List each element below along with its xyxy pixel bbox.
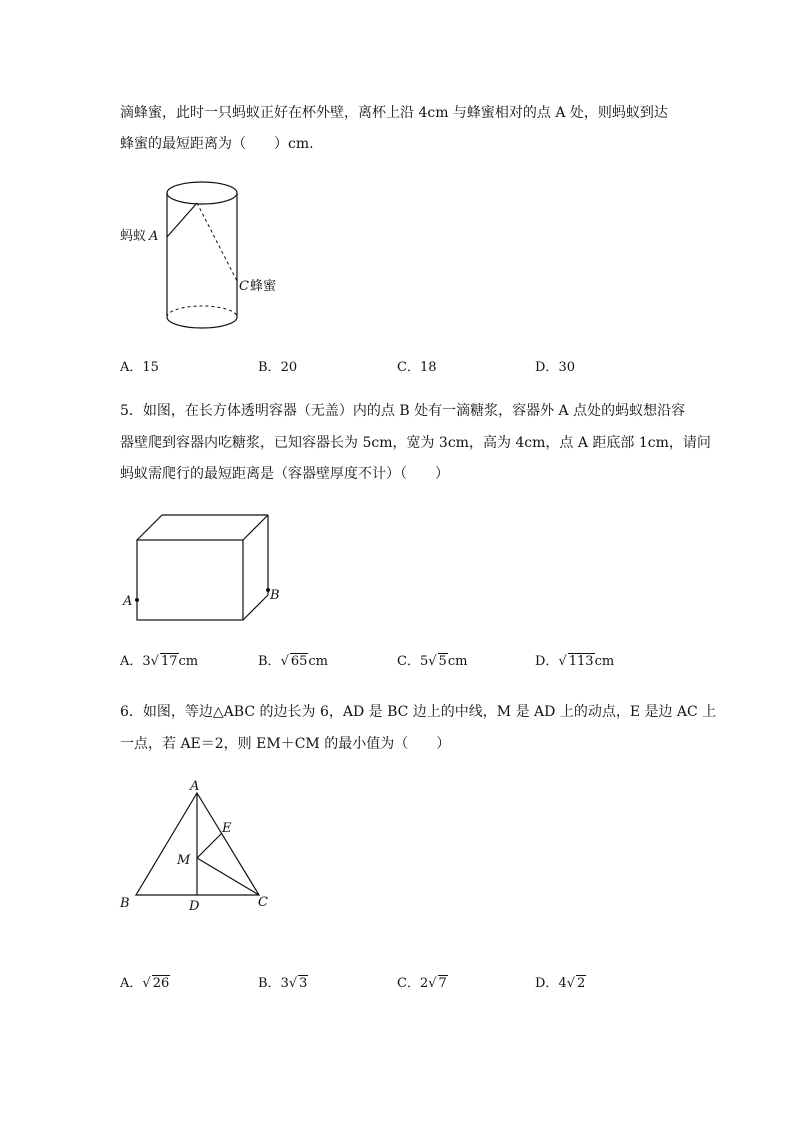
ant-path-dashed [197,203,237,281]
q4-option-d[interactable]: D．30 [535,360,575,375]
q6-option-b[interactable]: B．3√ 3 [258,976,308,991]
vertex-b-label: B [120,896,130,911]
q4-text-line2: 蜂蜜的最短距离为（ ）cm. [120,136,314,152]
point-m-label: M [177,853,191,868]
q5-box-figure [122,515,280,620]
q6-option-c[interactable]: C．2√ 7 [397,976,447,991]
q5-text-line1: 5．如图，在长方体透明容器（无盖）内的点 B 处有一滴糖浆，容器外 A 点处的蚂蚁想沿容 [120,403,686,419]
q4-cylinder-figure [120,182,276,328]
q6-text-line2: 一点，若 AE＝2，则 EM＋CM 的最小值为（ ） [120,736,451,752]
q6-text-line1: 6．如图，等边△ABC 的边长为 6，AD 是 BC 边上的中线，M 是 AD 上的动点，E 是边 AC 上 [120,704,717,720]
point-b-label: B [270,588,280,603]
q4-option-b[interactable]: B．20 [258,360,298,375]
box-edge-top-left [137,515,162,540]
q4-text-line1: 滴蜂蜜，此时一只蚂蚁正好在杯外壁，离杯上沿 4cm 与蜂蜜相对的点 A 处，则蚂蚁到达 [120,105,668,121]
cylinder-top-ellipse [167,182,237,204]
q6-option-d[interactable]: D．4√ 2 [535,976,586,991]
point-a-label: A [123,594,133,609]
q5-text-line3: 蚂蚁需爬行的最短距离是（容器壁厚度不计）（ ） [120,466,449,482]
segment-cm [197,858,259,895]
q5-option-b[interactable]: B．√ 65cm [258,654,329,669]
q5-text-line2: 器壁爬到容器内吃糖浆，已知容器长为 5cm，宽为 3cm，高为 4cm，点 A 距底部 1cm，请问 [120,435,711,451]
box-edge-top-right [243,515,268,540]
q5-option-c[interactable]: C．5√ 5cm [397,654,468,669]
point-e-label: E [222,821,232,836]
q5-option-d[interactable]: D．√ 113cm [535,654,615,669]
ant-label: 蚂蚁 [120,229,147,244]
vertex-c-label: C [258,895,268,910]
box-front-face [137,540,243,620]
point-d-label: D [189,899,200,914]
q5-option-a[interactable]: A．3√ 17cm [120,654,199,669]
q6-triangle-figure [119,779,268,914]
q4-option-a[interactable]: A．15 [120,360,159,375]
box-edge-bottom-right [243,595,268,620]
segment-em [197,833,222,858]
cylinder-bottom-back [167,306,237,317]
honey-label: 蜂蜜 [250,279,277,294]
q6-option-a[interactable]: A．√ 26 [120,976,170,991]
cylinder-bottom-front [167,317,237,328]
q4-option-c[interactable]: C．18 [397,360,437,375]
vertex-a-label: A [190,779,200,794]
point-c-label: C [239,279,249,294]
point-a-dot [135,598,139,602]
ant-path-solid [167,203,197,237]
point-a-label: A [149,229,159,244]
